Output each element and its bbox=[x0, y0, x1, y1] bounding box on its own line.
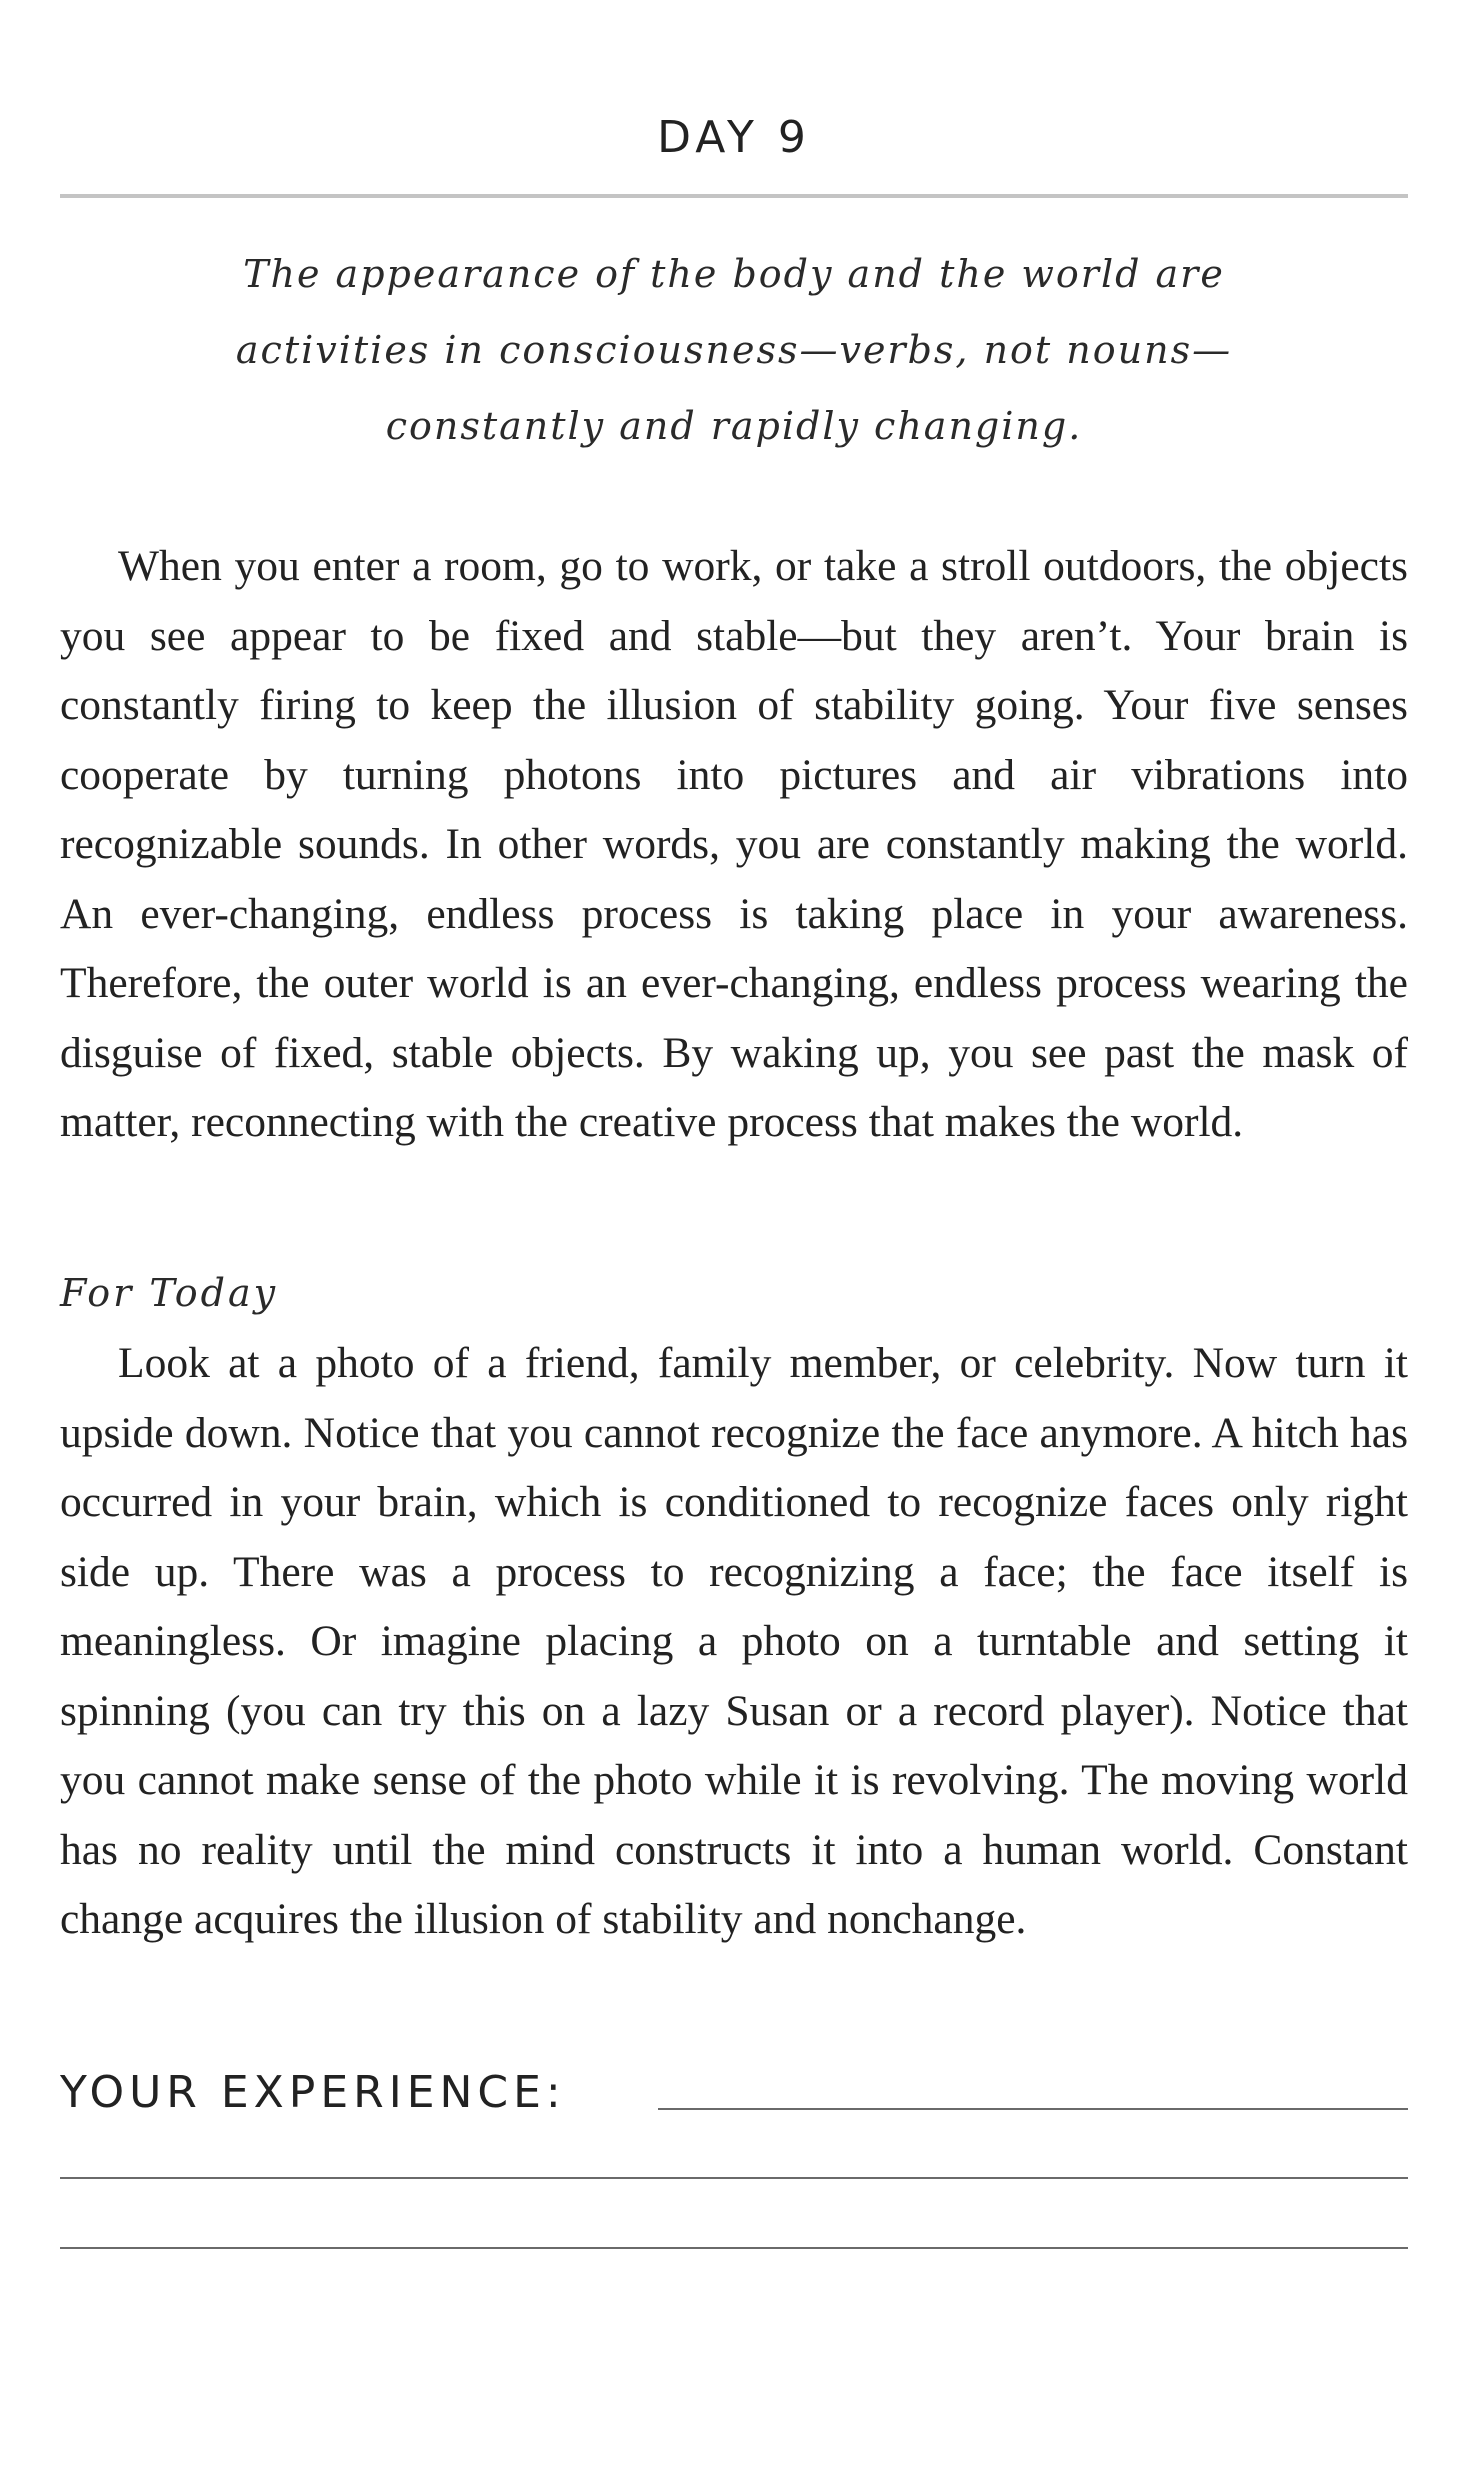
epigraph-line: activities in consciousness—verbs, not nouns— bbox=[235, 328, 1233, 372]
main-paragraph: When you enter a room, go to work, or take a stroll outdoors, the objects you see appear to be fixed and stable—but they aren’t. Your brain is constantly firing to keep the illusion of stability going. Your five senses cooperate by turning photons into pictures and air vibrations into recognizable sounds. In other words, you are constantly making the world. An ever-changing, endless process is taking place in your awareness. Therefore, the outer world is an ever-changing, endless process wearing the disguise of fixed, stable objects. By waking up, you see past the mask of matter, reconnecting with the creative process that makes the world. bbox=[60, 542, 1408, 1146]
day-title: DAY 9 bbox=[657, 112, 811, 163]
for-today-heading: For Today bbox=[60, 1271, 279, 1315]
experience-label: YOUR EXPERIENCE: bbox=[60, 2067, 566, 2118]
epigraph-line: constantly and rapidly changing. bbox=[385, 404, 1083, 448]
for-today-paragraph: Look at a photo of a friend, family member, or celebrity. Now turn it upside down. Notice that you cannot recognize the face anymore. A hitch has occurred in your brain, which is conditioned to recognize faces only right side up. There was a process to recognizing a face; the face itself is meaningless. Or imagine placing a photo on a turntable and setting it spinning (you can try this on a lazy Susan or a record player). Notice that you cannot make sense of the photo while it is revolving. The moving world has no reality until the mind constructs it into a human world. Constant change acquires the illusion of stability and nonchange. bbox=[60, 1339, 1408, 1943]
experience-writing-line bbox=[658, 2108, 1408, 2110]
experience-field bbox=[60, 2058, 1408, 2128]
epigraph-quote bbox=[60, 236, 1408, 464]
writing-line bbox=[60, 2177, 1408, 2179]
title-divider bbox=[60, 194, 1408, 198]
epigraph-line: The appearance of the body and the world are bbox=[243, 252, 1225, 296]
writing-line bbox=[60, 2247, 1408, 2249]
